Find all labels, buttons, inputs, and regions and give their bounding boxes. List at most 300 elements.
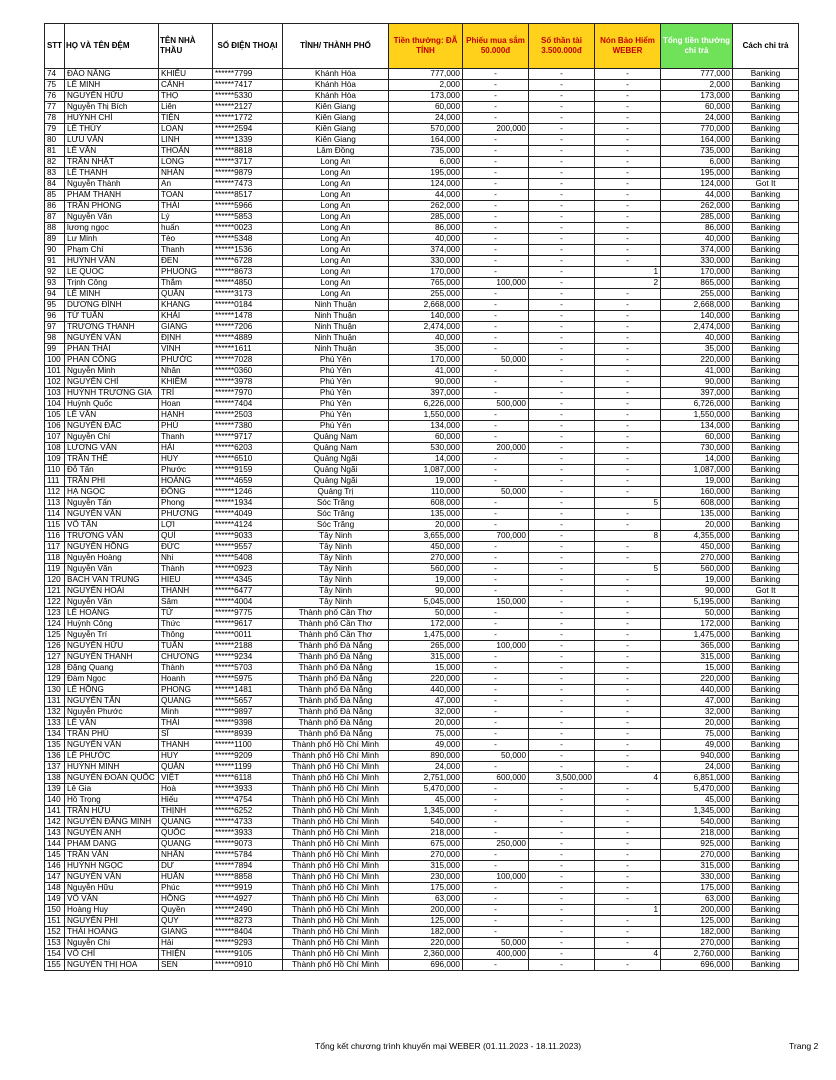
cell-province: Long An — [283, 212, 389, 223]
cell-voucher: - — [463, 311, 529, 322]
cell-bonus: 44,000 — [389, 190, 463, 201]
cell-lucky-number: - — [529, 421, 595, 432]
cell-total: 44,000 — [661, 190, 733, 201]
cell-helmet: - — [595, 729, 661, 740]
table-row — [45, 256, 799, 267]
cell-phone: ******2127 — [213, 102, 283, 113]
cell-province: Long An — [283, 179, 389, 190]
cell-bonus: 2,668,000 — [389, 300, 463, 311]
cell-stt: 100 — [45, 355, 65, 366]
cell-bonus: 374,000 — [389, 245, 463, 256]
cell-bonus: 60,000 — [389, 432, 463, 443]
cell-total: 134,000 — [661, 421, 733, 432]
cell-total: 330,000 — [661, 872, 733, 883]
cell-bonus: 2,360,000 — [389, 949, 463, 960]
table-row — [45, 520, 799, 531]
cell-lucky-number: - — [529, 388, 595, 399]
cell-voucher: - — [463, 69, 529, 80]
cell-stt: 139 — [45, 784, 65, 795]
cell-phone: ******7799 — [213, 69, 283, 80]
cell-stt: 126 — [45, 641, 65, 652]
cell-voucher: - — [463, 157, 529, 168]
cell-helmet: - — [595, 619, 661, 630]
cell-payment: Banking — [733, 553, 799, 564]
cell-payment: Got It — [733, 586, 799, 597]
cell-helmet: - — [595, 817, 661, 828]
cell-lucky-number: - — [529, 652, 595, 663]
cell-bonus: 19,000 — [389, 476, 463, 487]
cell-stt: 81 — [45, 146, 65, 157]
cell-contractor: Hoan — [159, 399, 213, 410]
cell-bonus: 19,000 — [389, 575, 463, 586]
table-row — [45, 619, 799, 630]
cell-bonus: 60,000 — [389, 102, 463, 113]
cell-payment: Banking — [733, 696, 799, 707]
cell-contractor: QUANG — [159, 817, 213, 828]
cell-total: 4,355,000 — [661, 531, 733, 542]
table-row — [45, 311, 799, 322]
cell-voucher: 150,000 — [463, 597, 529, 608]
table-row — [45, 828, 799, 839]
cell-name: PHAM DANG — [65, 839, 159, 850]
cell-contractor: ĐEN — [159, 256, 213, 267]
table-row — [45, 883, 799, 894]
cell-phone: ******9919 — [213, 883, 283, 894]
cell-bonus: 220,000 — [389, 674, 463, 685]
cell-helmet: - — [595, 355, 661, 366]
cell-name: NGUYỄN HỮU — [65, 91, 159, 102]
cell-voucher: 50,000 — [463, 938, 529, 949]
cell-total: 124,000 — [661, 179, 733, 190]
cell-name: TRẦN HỮU — [65, 806, 159, 817]
cell-province: Thành phố Cần Thơ — [283, 619, 389, 630]
cell-total: 32,000 — [661, 707, 733, 718]
cell-phone: ******4733 — [213, 817, 283, 828]
cell-payment: Banking — [733, 498, 799, 509]
cell-province: Ninh Thuận — [283, 311, 389, 322]
cell-phone: ******2594 — [213, 124, 283, 135]
cell-bonus: 140,000 — [389, 311, 463, 322]
cell-stt: 84 — [45, 179, 65, 190]
cell-payment: Banking — [733, 729, 799, 740]
cell-total: 24,000 — [661, 762, 733, 773]
cell-contractor: THOẢN — [159, 146, 213, 157]
cell-name: NGUYỄN THỊ HOA — [65, 960, 159, 971]
cell-total: 63,000 — [661, 894, 733, 905]
cell-payment: Banking — [733, 509, 799, 520]
cell-name: LÊ THÚY — [65, 124, 159, 135]
cell-helmet: - — [595, 157, 661, 168]
cell-bonus: 110,000 — [389, 487, 463, 498]
cell-bonus: 200,000 — [389, 905, 463, 916]
cell-phone: ******9033 — [213, 531, 283, 542]
cell-province: Long An — [283, 256, 389, 267]
cell-lucky-number: - — [529, 663, 595, 674]
cell-bonus: 15,000 — [389, 663, 463, 674]
cell-contractor: Hoà — [159, 784, 213, 795]
cell-helmet: - — [595, 366, 661, 377]
cell-voucher: 100,000 — [463, 872, 529, 883]
table-row — [45, 707, 799, 718]
cell-total: 440,000 — [661, 685, 733, 696]
cell-helmet: - — [595, 168, 661, 179]
cell-bonus: 560,000 — [389, 564, 463, 575]
cell-stt: 113 — [45, 498, 65, 509]
cell-lucky-number: - — [529, 344, 595, 355]
cell-lucky-number: - — [529, 377, 595, 388]
cell-payment: Banking — [733, 960, 799, 971]
cell-province: Thành phố Hồ Chí Minh — [283, 949, 389, 960]
cell-phone: ******8858 — [213, 872, 283, 883]
cell-contractor: Thức — [159, 619, 213, 630]
cell-contractor: Phong — [159, 498, 213, 509]
cell-helmet: - — [595, 245, 661, 256]
cell-bonus: 24,000 — [389, 113, 463, 124]
cell-helmet: 8 — [595, 531, 661, 542]
cell-lucky-number: - — [529, 212, 595, 223]
cell-voucher: - — [463, 850, 529, 861]
cell-voucher: 100,000 — [463, 278, 529, 289]
cell-helmet: - — [595, 113, 661, 124]
cell-helmet: - — [595, 410, 661, 421]
cell-helmet: - — [595, 740, 661, 751]
table-row — [45, 960, 799, 971]
cell-payment: Banking — [733, 905, 799, 916]
cell-lucky-number: - — [529, 256, 595, 267]
table-row — [45, 674, 799, 685]
cell-contractor: PHƯƠNG — [159, 509, 213, 520]
cell-name: LÊ VĂN — [65, 718, 159, 729]
cell-phone: ******4927 — [213, 894, 283, 905]
cell-payment: Banking — [733, 223, 799, 234]
cell-voucher: - — [463, 322, 529, 333]
cell-contractor: Thanh — [159, 432, 213, 443]
cell-helmet: - — [595, 135, 661, 146]
cell-stt: 114 — [45, 509, 65, 520]
cell-province: Tây Ninh — [283, 564, 389, 575]
cell-bonus: 5,470,000 — [389, 784, 463, 795]
cell-lucky-number: - — [529, 520, 595, 531]
table-row — [45, 212, 799, 223]
cell-bonus: 175,000 — [389, 883, 463, 894]
cell-voucher: 100,000 — [463, 641, 529, 652]
cell-phone: ******8939 — [213, 729, 283, 740]
cell-contractor: Thành — [159, 564, 213, 575]
cell-payment: Banking — [733, 124, 799, 135]
cell-voucher: 50,000 — [463, 751, 529, 762]
cell-phone: ******5853 — [213, 212, 283, 223]
cell-payment: Banking — [733, 289, 799, 300]
cell-lucky-number: - — [529, 696, 595, 707]
cell-phone: ******5703 — [213, 663, 283, 674]
cell-name: TRẦN PHONG — [65, 201, 159, 212]
cell-bonus: 49,000 — [389, 740, 463, 751]
cell-bonus: 218,000 — [389, 828, 463, 839]
cell-contractor: HUẤN — [159, 872, 213, 883]
cell-voucher: - — [463, 795, 529, 806]
cell-province: Thành phố Hồ Chí Minh — [283, 773, 389, 784]
cell-lucky-number: - — [529, 300, 595, 311]
cell-total: 2,474,000 — [661, 322, 733, 333]
cell-voucher: - — [463, 806, 529, 817]
cell-total: 40,000 — [661, 333, 733, 344]
cell-payment: Banking — [733, 465, 799, 476]
cell-bonus: 5,045,000 — [389, 597, 463, 608]
cell-phone: ******3978 — [213, 377, 283, 388]
cell-total: 540,000 — [661, 817, 733, 828]
cell-bonus: 285,000 — [389, 212, 463, 223]
cell-total: 90,000 — [661, 586, 733, 597]
cell-payment: Banking — [733, 300, 799, 311]
cell-province: Quảng Ngãi — [283, 476, 389, 487]
cell-contractor: KHIẾU — [159, 69, 213, 80]
cell-bonus: 35,000 — [389, 344, 463, 355]
table-row — [45, 663, 799, 674]
cell-contractor: TRÍ — [159, 388, 213, 399]
cell-voucher: - — [463, 80, 529, 91]
cell-phone: ******5966 — [213, 201, 283, 212]
table-row — [45, 894, 799, 905]
cell-contractor: VIỆT — [159, 773, 213, 784]
cell-contractor: Thông — [159, 630, 213, 641]
cell-voucher: - — [463, 201, 529, 212]
table-row — [45, 927, 799, 938]
cell-voucher: - — [463, 564, 529, 575]
cell-lucky-number: - — [529, 267, 595, 278]
cell-province: Thành phố Hồ Chí Minh — [283, 905, 389, 916]
cell-lucky-number: - — [529, 817, 595, 828]
cell-name: NGUYỄN VĂN — [65, 740, 159, 751]
header-phone: SỐ ĐIỆN THOẠI — [213, 24, 283, 69]
cell-stt: 86 — [45, 201, 65, 212]
cell-total: 865,000 — [661, 278, 733, 289]
cell-total: 60,000 — [661, 102, 733, 113]
cell-name: LÊ HOÀNG — [65, 608, 159, 619]
cell-phone: ******1536 — [213, 245, 283, 256]
cell-total: 45,000 — [661, 795, 733, 806]
cell-contractor: Phước — [159, 465, 213, 476]
cell-stt: 106 — [45, 421, 65, 432]
cell-total: 218,000 — [661, 828, 733, 839]
cell-bonus: 170,000 — [389, 267, 463, 278]
cell-voucher: - — [463, 663, 529, 674]
cell-lucky-number: - — [529, 641, 595, 652]
table-row — [45, 201, 799, 212]
footer-text: Tổng kết chương trình khuyến mại WEBER (01.11.2023 - 18.11.2023) — [315, 1041, 582, 1051]
cell-stt: 144 — [45, 839, 65, 850]
cell-province: Long An — [283, 168, 389, 179]
cell-contractor: THIỆN — [159, 949, 213, 960]
cell-contractor: THANH — [159, 740, 213, 751]
cell-voucher: - — [463, 729, 529, 740]
cell-name: NGUYỄN PHI — [65, 916, 159, 927]
table-row — [45, 355, 799, 366]
cell-name: VÕ VĂN — [65, 894, 159, 905]
cell-voucher: - — [463, 586, 529, 597]
cell-total: 140,000 — [661, 311, 733, 322]
cell-phone: ******4889 — [213, 333, 283, 344]
table-row — [45, 333, 799, 344]
cell-lucky-number: - — [529, 718, 595, 729]
cell-phone: ******4345 — [213, 575, 283, 586]
cell-payment: Banking — [733, 916, 799, 927]
cell-bonus: 440,000 — [389, 685, 463, 696]
cell-contractor: KHIÊM — [159, 377, 213, 388]
cell-total: 195,000 — [661, 168, 733, 179]
cell-stt: 95 — [45, 300, 65, 311]
cell-province: Thành phố Hồ Chí Minh — [283, 894, 389, 905]
cell-province: Khánh Hòa — [283, 80, 389, 91]
table-row — [45, 300, 799, 311]
cell-contractor: CẢNH — [159, 80, 213, 91]
cell-phone: ******5408 — [213, 553, 283, 564]
cell-total: 90,000 — [661, 377, 733, 388]
cell-payment: Banking — [733, 630, 799, 641]
cell-phone: ******4850 — [213, 278, 283, 289]
table-row — [45, 388, 799, 399]
cell-helmet: - — [595, 608, 661, 619]
cell-phone: ******9209 — [213, 751, 283, 762]
cell-total: 262,000 — [661, 201, 733, 212]
cell-voucher: - — [463, 366, 529, 377]
cell-phone: ******9105 — [213, 949, 283, 960]
cell-voucher: - — [463, 718, 529, 729]
table-row — [45, 113, 799, 124]
cell-province: Thành phố Hồ Chí Minh — [283, 850, 389, 861]
cell-lucky-number: - — [529, 245, 595, 256]
cell-voucher: 500,000 — [463, 399, 529, 410]
cell-helmet: - — [595, 223, 661, 234]
cell-voucher: - — [463, 245, 529, 256]
cell-lucky-number: - — [529, 355, 595, 366]
cell-name: HUỲNH MINH — [65, 762, 159, 773]
cell-province: Thành phố Hồ Chí Minh — [283, 817, 389, 828]
cell-name: BACH VAN TRUNG — [65, 575, 159, 586]
cell-payment: Banking — [733, 564, 799, 575]
cell-helmet: - — [595, 146, 661, 157]
cell-payment: Banking — [733, 113, 799, 124]
table-row — [45, 80, 799, 91]
cell-payment: Banking — [733, 135, 799, 146]
cell-payment: Banking — [733, 322, 799, 333]
cell-total: 270,000 — [661, 850, 733, 861]
cell-stt: 138 — [45, 773, 65, 784]
cell-voucher: - — [463, 223, 529, 234]
cell-voucher: - — [463, 179, 529, 190]
cell-phone: ******2490 — [213, 905, 283, 916]
cell-bonus: 330,000 — [389, 256, 463, 267]
cell-payment: Banking — [733, 377, 799, 388]
cell-province: Thành phố Đà Nẵng — [283, 674, 389, 685]
cell-payment: Banking — [733, 740, 799, 751]
cell-total: 560,000 — [661, 564, 733, 575]
cell-province: Long An — [283, 278, 389, 289]
cell-name: TRƯƠNG VĂN — [65, 531, 159, 542]
cell-total: 20,000 — [661, 520, 733, 531]
cell-province: Long An — [283, 234, 389, 245]
table-row — [45, 454, 799, 465]
cell-stt: 115 — [45, 520, 65, 531]
cell-total: 220,000 — [661, 355, 733, 366]
cell-phone: ******4124 — [213, 520, 283, 531]
table-row — [45, 157, 799, 168]
cell-province: Thành phố Đà Nẵng — [283, 652, 389, 663]
cell-bonus: 75,000 — [389, 729, 463, 740]
cell-stt: 150 — [45, 905, 65, 916]
cell-payment: Banking — [733, 520, 799, 531]
cell-bonus: 2,474,000 — [389, 322, 463, 333]
cell-name: Nguyễn Hữu — [65, 883, 159, 894]
cell-province: Thành phố Hồ Chí Minh — [283, 916, 389, 927]
cell-total: 925,000 — [661, 839, 733, 850]
cell-payment: Banking — [733, 245, 799, 256]
cell-voucher: 50,000 — [463, 355, 529, 366]
cell-voucher: - — [463, 784, 529, 795]
cell-total: 19,000 — [661, 476, 733, 487]
cell-total: 170,000 — [661, 267, 733, 278]
cell-helmet: - — [595, 179, 661, 190]
cell-name: Nguyễn Hoàng — [65, 553, 159, 564]
cell-helmet: - — [595, 465, 661, 476]
cell-total: 397,000 — [661, 388, 733, 399]
cell-stt: 121 — [45, 586, 65, 597]
cell-name: DƯƠNG ĐÌNH — [65, 300, 159, 311]
cell-payment: Banking — [733, 718, 799, 729]
cell-bonus: 608,000 — [389, 498, 463, 509]
cell-helmet: - — [595, 476, 661, 487]
cell-lucky-number: - — [529, 443, 595, 454]
cell-lucky-number: - — [529, 102, 595, 113]
cell-name: NGUYỄN VĂN — [65, 333, 159, 344]
cell-lucky-number: - — [529, 806, 595, 817]
cell-payment: Banking — [733, 91, 799, 102]
cell-name: Nguyễn Thị Bích — [65, 102, 159, 113]
table-row — [45, 553, 799, 564]
cell-payment: Banking — [733, 872, 799, 883]
cell-helmet: - — [595, 102, 661, 113]
table-row — [45, 575, 799, 586]
cell-stt: 122 — [45, 597, 65, 608]
cell-helmet: 1 — [595, 267, 661, 278]
cell-province: Thành phố Hồ Chí Minh — [283, 938, 389, 949]
cell-payment: Banking — [733, 751, 799, 762]
cell-contractor: Thắm — [159, 278, 213, 289]
cell-province: Khánh Hòa — [283, 69, 389, 80]
table-row — [45, 751, 799, 762]
cell-voucher: - — [463, 630, 529, 641]
cell-province: Thành phố Đà Nẵng — [283, 641, 389, 652]
cell-name: LE QUOC — [65, 267, 159, 278]
cell-payment: Banking — [733, 146, 799, 157]
cell-total: 365,000 — [661, 641, 733, 652]
cell-voucher: - — [463, 146, 529, 157]
cell-name: NGUYỄN ĐOÀN QUỐC — [65, 773, 159, 784]
cell-voucher: - — [463, 289, 529, 300]
cell-total: 172,000 — [661, 619, 733, 630]
cell-total: 696,000 — [661, 960, 733, 971]
cell-voucher: - — [463, 498, 529, 509]
cell-contractor: PHONG — [159, 685, 213, 696]
cell-bonus: 24,000 — [389, 762, 463, 773]
header-contractor: TÊN NHÀ THẦU — [159, 24, 213, 69]
cell-lucky-number: - — [529, 553, 595, 564]
cell-helmet: - — [595, 828, 661, 839]
cell-payment: Banking — [733, 828, 799, 839]
cell-lucky-number: - — [529, 278, 595, 289]
cell-stt: 91 — [45, 256, 65, 267]
cell-voucher: - — [463, 861, 529, 872]
cell-voucher: - — [463, 927, 529, 938]
